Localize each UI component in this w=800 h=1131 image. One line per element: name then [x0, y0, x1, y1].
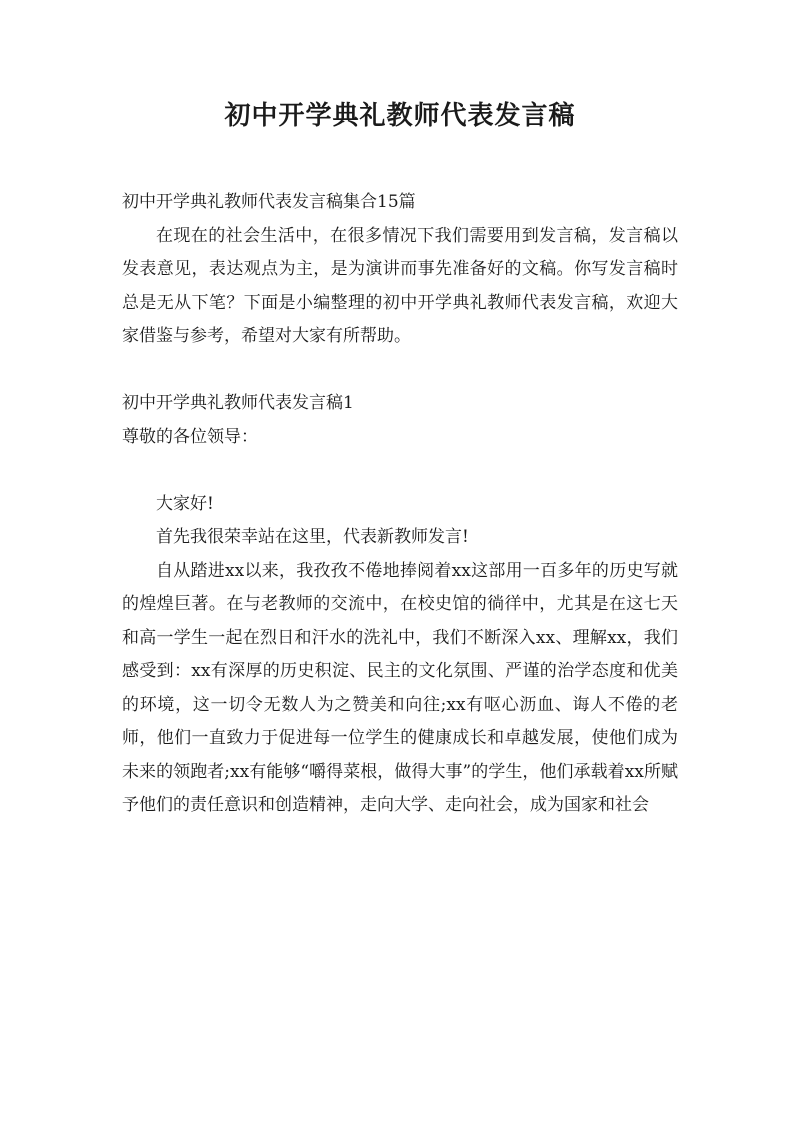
greeting: 大家好! [156, 493, 214, 514]
intro-paragraph: 在现在的社会生活中，在很多情况下我们需要用到发言稿，发言稿以发表意见，表达观点为主，是为演讲而事先准备好的文稿。你写发言稿时总是无从下笔？下面是小编整理的初中开学典礼教师代表发言稿，欢迎大家借鉴与参考，希望对大家有所帮助。 [122, 225, 678, 346]
speech-paragraph-2: 自从踏进xx以来，我孜孜不倦地捧阅着xx这部用一百多年的历史写就的煌煌巨著。在与老教师的交流中，在校史馆的徜徉中，尤其是在这七天和高一学生一起在烈日和汗水的洗礼中，我们不断深入xx、理解xx，我们感受到：xx有深厚的历史积淀、民主的文化氛围、严谨的治学态度和优美的环境，这一切令无数人为之赞美和向往;xx有呕心沥血、诲人不倦的老师，他们一直致力于促进每一位学生的健康成长和卓越发展，使他们成为未来的领跑者;xx有能够“嚼得菜根，做得大事”的学生，他们承载着xx所赋予他们的责任意识和创造精神，走向大学、走向社会，成为国家和社会 [122, 560, 678, 815]
section-heading: 初中开学典礼教师代表发言稿1 [122, 393, 354, 413]
paragraph-spacer [122, 454, 678, 488]
paragraph-spacer [122, 354, 678, 388]
salutation: 尊敬的各位领导： [122, 426, 258, 447]
document-body [122, 186, 678, 823]
document-subtitle: 初中开学典礼教师代表发言稿集合15篇 [122, 192, 416, 212]
speech-paragraph-1: 首先我很荣幸站在这里，代表新教师发言! [156, 527, 469, 547]
document-title: 初中开学典礼教师代表发言稿 [224, 101, 576, 131]
